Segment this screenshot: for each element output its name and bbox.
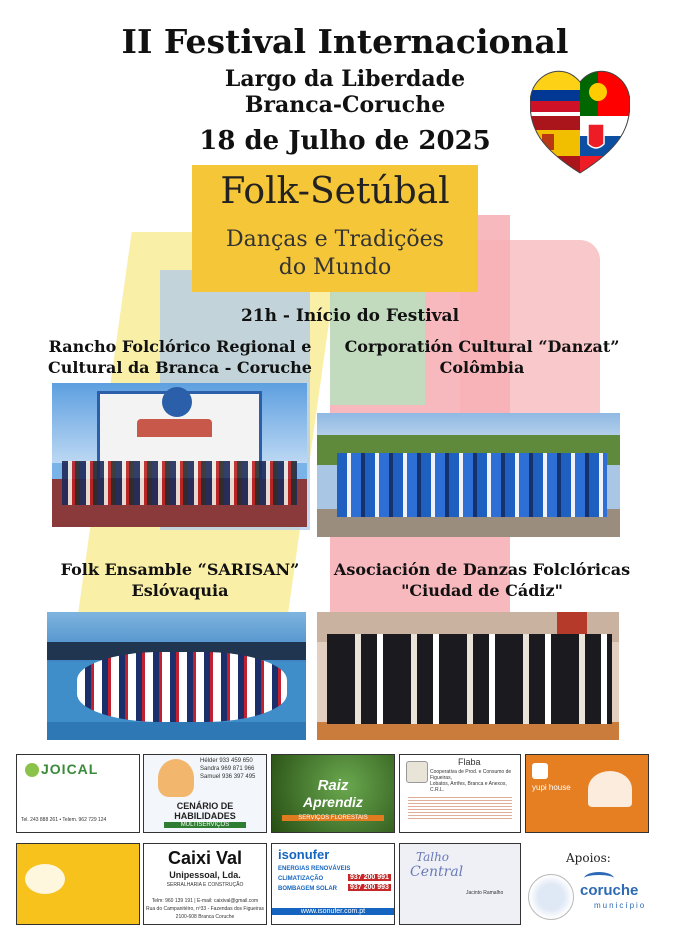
isonufer-name: isonufer bbox=[278, 847, 330, 862]
festival-start-time: 21h - Início do Festival bbox=[240, 306, 460, 326]
junta-freguesia-crest bbox=[528, 874, 574, 920]
caixival-name: Caixi Val bbox=[167, 848, 243, 868]
banner-subtitle-2: do Mundo bbox=[278, 255, 392, 280]
group-3-name-line2: Eslóvaquia bbox=[131, 581, 229, 600]
sponsor-raiz-aprendiz bbox=[271, 754, 395, 833]
yupi-logo-icon bbox=[532, 763, 548, 779]
group-1-name-line1: Rancho Folclórico Regional e bbox=[48, 337, 312, 356]
photo-rancho-branca bbox=[52, 383, 307, 527]
joical-name: JOICAL bbox=[41, 761, 99, 777]
group-2-name-line1: Corporatión Cultural “Danzat” bbox=[344, 337, 620, 356]
joical-logo-icon bbox=[25, 763, 39, 777]
banner-title: Folk-Setúbal bbox=[220, 171, 450, 212]
isonufer-phone-2: 937 200 993 bbox=[350, 884, 389, 891]
banner-subtitle-1: Danças e Tradições bbox=[226, 227, 444, 252]
cenario-character-icon bbox=[158, 759, 194, 797]
apoios-label: Apoios: bbox=[566, 851, 611, 865]
cenario-title-3: MULTISERVIÇOS bbox=[164, 822, 246, 828]
sponsor-yellow-card bbox=[16, 843, 140, 925]
yellow-card-logo-icon bbox=[25, 864, 65, 894]
raiz-title-3: SERVIÇOS FLORESTAIS bbox=[282, 815, 384, 821]
venue-name: Largo da Liberdade bbox=[224, 66, 466, 92]
photo-danzat-colombia bbox=[317, 413, 620, 537]
coruche-subtitle: município bbox=[594, 901, 647, 910]
group-4-name-line2: "Ciudad de Cádiz" bbox=[401, 581, 563, 600]
coruche-name: coruche bbox=[580, 882, 639, 899]
cenario-phone-3: Samuel 936 397 495 bbox=[200, 774, 256, 780]
isonufer-item-3: BOMBAGEM SOLAR bbox=[278, 886, 337, 892]
photo-sarisan-eslovaquia bbox=[47, 612, 306, 740]
isonufer-item-2: CLIMATIZAÇÃO bbox=[278, 876, 324, 882]
venue-town: Branca-Coruche bbox=[244, 92, 446, 118]
flaba-line-1: Cooperativa de Prod. e Consumo de Figueiras, bbox=[430, 769, 512, 781]
isonufer-url: www.isonufer.com.pt bbox=[272, 908, 394, 915]
sponsor-caixi-val bbox=[143, 843, 267, 925]
yupi-helmet-icon bbox=[588, 771, 632, 807]
sponsor-joical bbox=[16, 754, 140, 833]
sponsor-cenario-habilidades bbox=[143, 754, 267, 833]
sponsor-flaba bbox=[399, 754, 521, 833]
flaba-name: Flaba bbox=[458, 757, 481, 767]
flaba-logo-icon bbox=[406, 761, 428, 783]
group-4-name-line1: Asociación de Danzas Folclóricas bbox=[333, 560, 631, 579]
flaba-line-2: Lobatos, Arrifes, Branca e Anexos, C.R.L. bbox=[430, 781, 507, 793]
cenario-phone-2: Sandra 969 871 966 bbox=[200, 766, 255, 772]
yupi-name: yupi house bbox=[532, 783, 571, 792]
sponsor-isonufer bbox=[271, 843, 395, 925]
group-1-name-line2: Cultural da Branca - Coruche bbox=[48, 358, 312, 377]
festival-date: 18 de Julho de 2025 bbox=[199, 126, 491, 156]
caixival-addr-2: 2100-608 Branca Coruche bbox=[175, 914, 235, 920]
talho-person: Jacinto Ramalho bbox=[466, 890, 504, 896]
talho-title-2: Central bbox=[410, 864, 464, 880]
joical-tel: Tel. 243 888 261 • Telem. 962 729 124 bbox=[21, 817, 107, 823]
isonufer-phone-1: 937 200 991 bbox=[350, 874, 389, 881]
flags-heart-logo bbox=[530, 68, 630, 178]
talho-title-1: Talho bbox=[416, 850, 450, 864]
raiz-title-2: Aprendiz bbox=[303, 794, 363, 810]
sponsor-talho-central bbox=[399, 843, 521, 925]
festival-title: II Festival Internacional bbox=[121, 22, 569, 61]
raiz-title-1: Raiz bbox=[317, 777, 349, 794]
group-3-name-line1: Folk Ensamble “SARISAN” bbox=[60, 560, 300, 579]
cenario-phone-1: Hélder 933 459 650 bbox=[200, 758, 253, 764]
photo-danzas-cadiz bbox=[317, 612, 619, 740]
isonufer-item-1: ENERGIAS RENOVÁVEIS bbox=[278, 866, 351, 872]
caixival-line-1: Unipessoal, Lda. bbox=[169, 870, 241, 880]
caixival-tel: Telm: 960 139 191 | E-mail: caixival@gmail.com bbox=[151, 898, 259, 904]
caixival-addr-1: Rua do Campanitéiro, nº33 - Fazendas dos Figueiras bbox=[145, 906, 264, 912]
group-2-name-line2: Colômbia bbox=[439, 358, 525, 377]
sponsor-yupi-house bbox=[525, 754, 649, 833]
cenario-title-1: CENÁRIO DE bbox=[176, 801, 234, 811]
folk-setubal-banner bbox=[192, 165, 478, 292]
cenario-title-2: HABILIDADES bbox=[174, 811, 236, 821]
caixival-line-2: SERRALHARIA E CONSTRUÇÃO bbox=[166, 882, 244, 888]
